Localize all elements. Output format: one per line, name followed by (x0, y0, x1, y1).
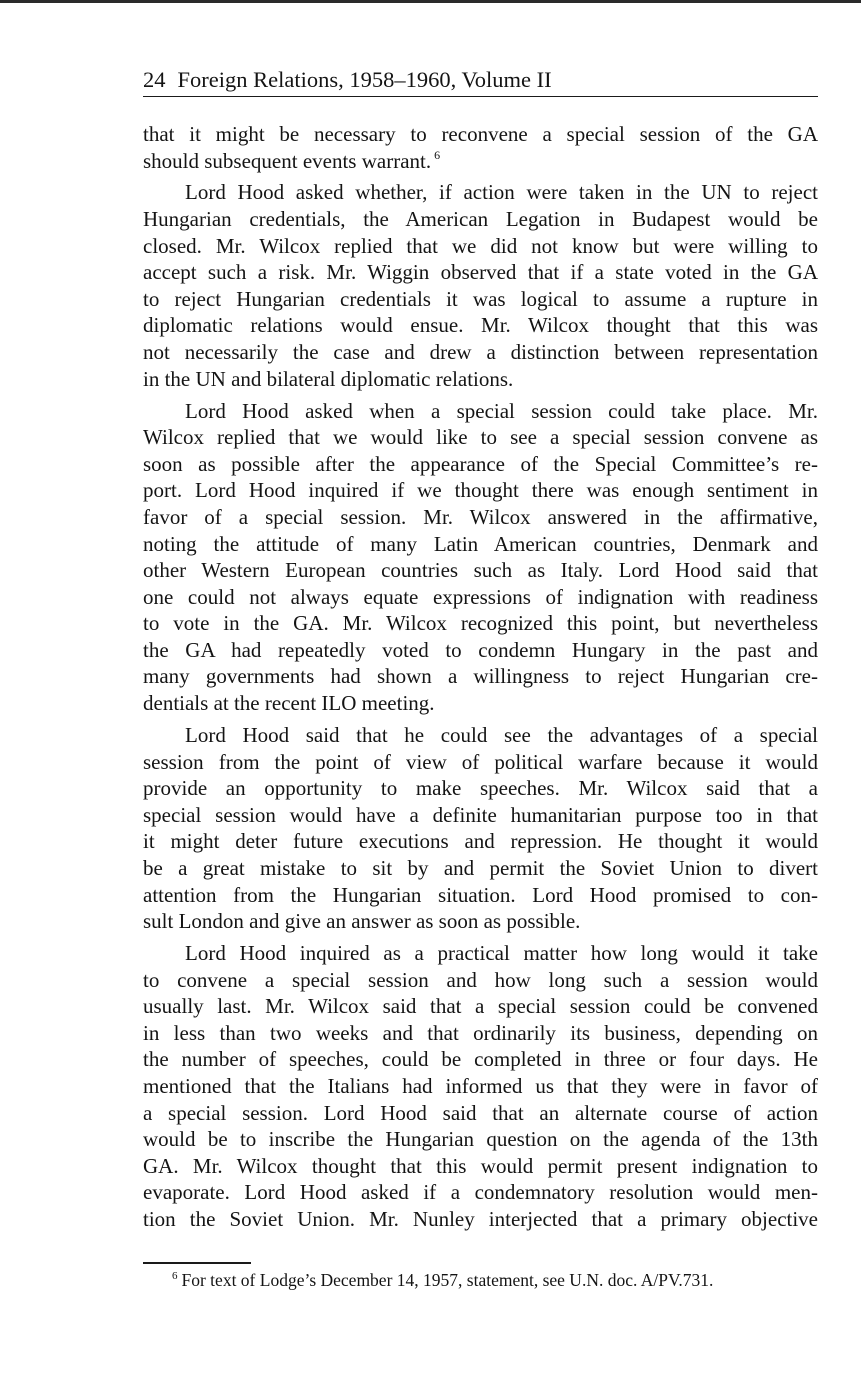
footnote-reference[interactable]: 6 (434, 147, 441, 162)
text-line: Lord Hood asked whether, if action were taken in the UN to reject (185, 180, 818, 205)
paragraph (143, 398, 818, 717)
text-line: Lord Hood said that he could see the advantages of a special (185, 722, 818, 747)
footnote-separator (143, 1262, 251, 1264)
text-line (143, 148, 818, 175)
footnote-marker: 6 (172, 1270, 178, 1282)
text-line: would be to inscribe the Hungarian question on the agenda of the 13th (143, 1127, 818, 1152)
text-line: noting the attitude of many Latin American countries, Denmark and (143, 531, 818, 556)
text-line: tion the Soviet Union. Mr. Nunley interjected that a primary objective (143, 1206, 818, 1231)
text-line: diplomatic relations would ensue. Mr. Wilcox thought that this was (143, 313, 818, 338)
text-line: the number of speeches, could be completed in three or four days. He (143, 1047, 818, 1072)
text-line: attention from the Hungarian situation. Lord Hood promised to con- (143, 882, 818, 907)
body-text (143, 121, 818, 1238)
running-head (143, 64, 818, 97)
text-line: Hungarian credentials, the American Legation in Budapest would be (143, 207, 818, 232)
text-line: in the UN and bilateral diplomatic relations. (143, 366, 514, 391)
text-line: port. Lord Hood inquired if we thought there was enough sentiment in (143, 478, 818, 503)
footnote-6 (172, 1268, 713, 1292)
paragraph (143, 722, 818, 935)
line-text: should subsequent events warrant. (143, 148, 432, 173)
text-line: Lord Hood inquired as a practical matter how long would it take (185, 941, 818, 965)
text-line: the GA had repeatedly voted to condemn Hungary in the past and (143, 637, 818, 662)
page-number: 24 (143, 67, 166, 92)
text-line: provide an opportunity to make speeches. Mr. Wilcox said that a (143, 776, 818, 801)
text-line: dentials at the recent ILO meeting. (143, 691, 435, 716)
text-line: special session would have a definite humanitarian purpose too in that (143, 802, 818, 827)
text-line: a special session. Lord Hood said that an alternate course of action (143, 1100, 818, 1125)
text-line: that it might be necessary to reconvene a special session of the GA (143, 122, 818, 146)
footnote-text: For text of Lodge’s December 14, 1957, statement, see U.N. doc. A/PV.731. (181, 1270, 714, 1290)
text-line: not necessarily the case and drew a distinction between representation (143, 340, 818, 365)
text-line: session from the point of view of political warfare because it would (143, 749, 818, 774)
paragraph (143, 179, 818, 392)
text-line: closed. Mr. Wilcox replied that we did not know but were willing to (143, 233, 818, 258)
text-line: evaporate. Lord Hood asked if a condemnatory resolution would men- (143, 1180, 818, 1205)
text-line: favor of a special session. Mr. Wilcox answered in the affirmative, (143, 504, 818, 529)
text-line: soon as possible after the appearance of the Special Committee’s re- (143, 451, 818, 476)
paragraph (143, 121, 818, 174)
paragraph (143, 940, 818, 1233)
text-line: be a great mistake to sit by and permit the Soviet Union to divert (143, 855, 818, 880)
text-line: to reject Hungarian credentials it was logical to assume a rupture in (143, 286, 818, 311)
text-line: GA. Mr. Wilcox thought that this would permit present indignation to (143, 1153, 818, 1178)
page-top-edge-rule (0, 0, 861, 3)
text-line: one could not always equate expressions of indignation with readiness (143, 584, 818, 609)
text-line: usually last. Mr. Wilcox said that a special session could be convened (143, 994, 818, 1019)
text-line: it might deter future executions and repression. He thought it would (143, 829, 818, 854)
text-line: accept such a risk. Mr. Wiggin observed that if a state voted in the GA (143, 260, 818, 285)
text-line: sult London and give an answer as soon as possible. (143, 909, 581, 934)
text-line: many governments had shown a willingness to reject Hungarian cre- (143, 664, 818, 689)
text-line: to convene a special session and how long such a session would (143, 967, 818, 992)
text-line: Wilcox replied that we would like to see a special session convene as (143, 425, 818, 450)
text-line: in less than two weeks and that ordinarily its business, depending on (143, 1020, 818, 1045)
text-line: Lord Hood asked when a special session could take place. Mr. (185, 398, 818, 423)
text-line: mentioned that the Italians had informed us that they were in favor of (143, 1073, 818, 1098)
running-title: Foreign Relations, 1958–1960, Volume II (177, 67, 552, 92)
text-line: to vote in the GA. Mr. Wilcox recognized this point, but nevertheless (143, 611, 818, 636)
text-line: other Western European countries such as Italy. Lord Hood said that (143, 558, 818, 583)
